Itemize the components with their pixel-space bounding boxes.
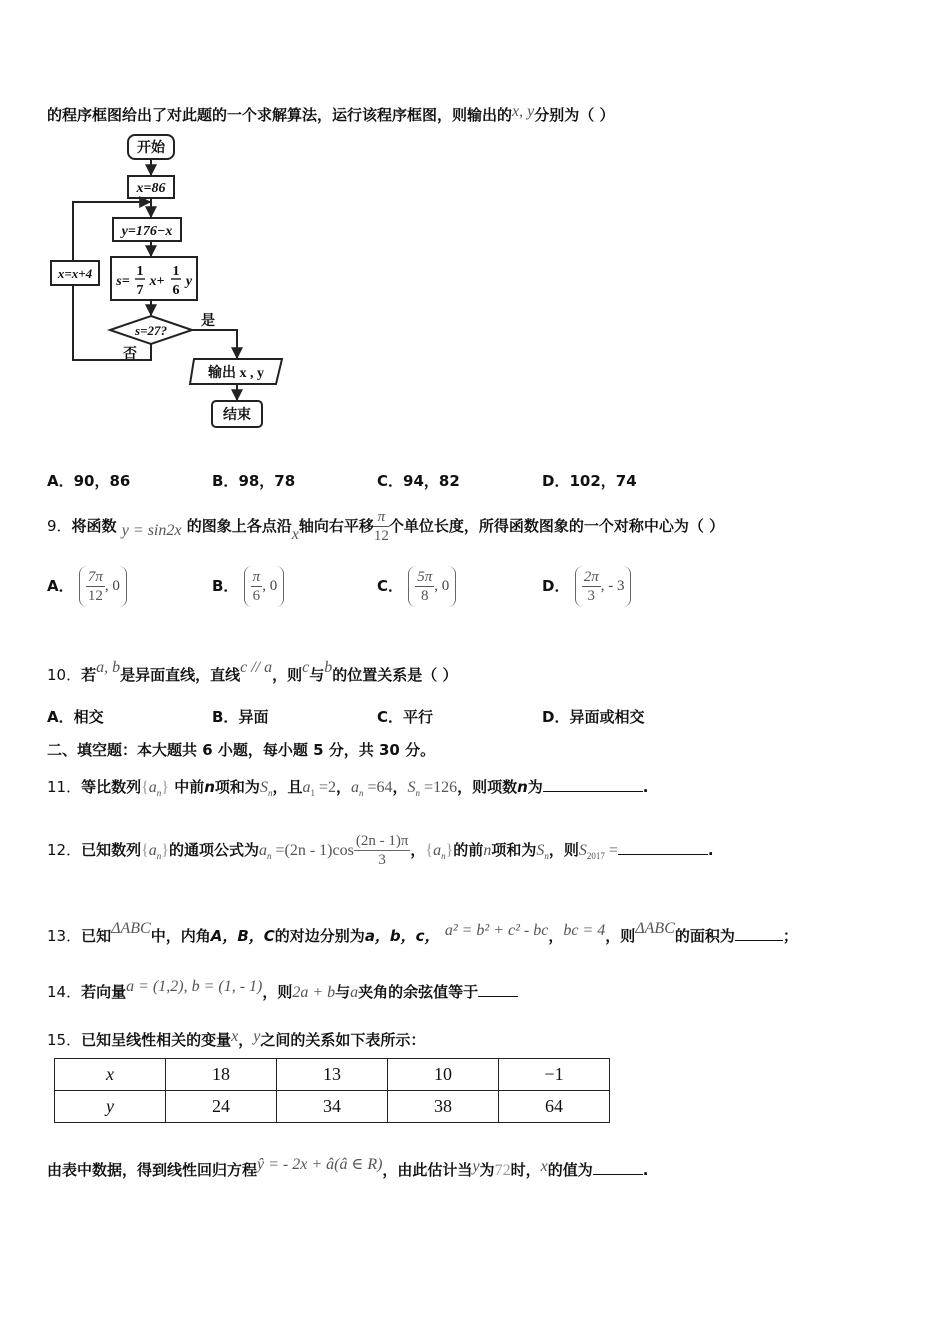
flow-yes-label: 是 — [201, 314, 215, 329]
q10-option-d: D．异面或相交 — [542, 708, 645, 726]
q15-stem-2: 由表中数据，得到线性回归方程ŷ = - 2x + â(â ∈ R)，由此估计当y为72时，x的值为 . — [47, 1156, 649, 1179]
flow-start-text: 开始 — [137, 141, 165, 156]
flow-mid: x+ — [149, 274, 165, 289]
flowchart — [44, 128, 304, 438]
table-cell: 34 — [277, 1091, 388, 1123]
q14-answer-blank[interactable] — [478, 982, 518, 997]
q14-stem: 14．若向量a = (1,2), b = (1, - 1)，则2a + b与a夹角的余弦值等于 — [47, 972, 518, 1008]
q11-answer-blank[interactable] — [543, 777, 643, 792]
table-row-x — [55, 1059, 610, 1091]
flow-s-prefix: s= — [116, 274, 130, 289]
q11-stem: 11．等比数列$\{a_n\}$ 中前n项和为$S_n$，且$a_1 =2$，$a_n =64$，$S_n =126$，则项数n为 . — [47, 778, 649, 798]
table-cell: −1 — [499, 1059, 610, 1091]
q13-answer-blank[interactable] — [735, 926, 783, 941]
q15-stem: 15．已知呈线性相关的变量x，y之间的关系如下表所示： — [47, 1028, 426, 1049]
q9-option-b: B． $\frac{\pi}{6}$ , 0 — [212, 566, 284, 607]
table-cell: 10 — [388, 1059, 499, 1091]
table-header-y: y — [55, 1091, 166, 1123]
flow-frac2-den: 6 — [172, 283, 180, 298]
q15-answer-blank[interactable] — [593, 1160, 643, 1175]
q10-stem: 10．若a, b是异面直线，直线c // a，则c与b的位置关系是（ ） — [47, 659, 458, 684]
table-cell: 24 — [166, 1091, 277, 1123]
q9-shift-frac: $\frac{\pi}{12}$ — [373, 509, 389, 544]
flow-tail: y — [185, 274, 193, 289]
table-cell: 64 — [499, 1091, 610, 1123]
q10-option-c: C．平行 — [377, 708, 434, 726]
q9-option-d: D． $\frac{2\pi}{3}$ , - 3 — [542, 566, 631, 607]
table-row-y — [55, 1091, 610, 1123]
q8-option-c: C．94，82 — [377, 472, 460, 490]
q9-stem: 9．将函数 y = sin2x 的图象上各点沿x轴向右平移 $\frac{\pi}{12}$ 个单位长度，所得函数图象的一个对称中心为（ ） — [47, 509, 725, 544]
q12-stem: 12．已知数列$\{a_n\}$的通项公式为$a_n =(2n - 1)\cos$ $\frac{(2n - 1)\pi}{3}$ ，$\{a_n\}$的前n项和为$S_n$，则$S_{2017}$ = . — [47, 833, 714, 868]
q15-data-table — [54, 1058, 610, 1123]
flow-init-text: x=86 — [136, 181, 166, 196]
q8-option-b: B．98，78 — [212, 472, 296, 490]
table-cell: 18 — [166, 1059, 277, 1091]
section-2-heading: 二、填空题：本大题共 6 小题，每小题 5 分，共 30 分。 — [47, 741, 436, 759]
flow-frac1-den: 7 — [136, 283, 144, 298]
q9-option-c: C． $\frac{5\pi}{8}$ , 0 — [377, 566, 456, 607]
flow-output-text: 输出 x , y — [208, 366, 264, 381]
flow-end-text: 结束 — [223, 408, 251, 423]
q13-stem: 13．已知ΔABC中，内角A，B，C的对边分别为a，b，c， a² = b² + c² - bc，bc = 4，则ΔABC的面积为 ； — [47, 920, 798, 945]
flow-increment-text: x=x+4 — [57, 266, 93, 281]
q8-option-d: D．102，74 — [542, 472, 637, 490]
q9-func: y = sin2x — [121, 522, 182, 539]
flow-frac2-num: 1 — [172, 264, 180, 279]
flow-assign-y-text: y=176−x — [121, 224, 173, 239]
q8-stem-var: x, y — [512, 103, 535, 120]
table-cell: 38 — [388, 1091, 499, 1123]
q10-option-b: B．异面 — [212, 708, 269, 726]
q8-stem-text-a: 的程序框图给出了对此题的一个求解算法，运行该程序框图，则输出的 — [47, 106, 513, 124]
table-header-x: x — [55, 1059, 166, 1091]
flow-no-label: 否 — [123, 347, 137, 362]
flow-decision-text: s=27? — [135, 323, 167, 338]
flow-frac1-num: 1 — [136, 264, 144, 279]
table-cell: 13 — [277, 1059, 388, 1091]
q8-stem — [47, 102, 614, 125]
q10-option-a: A．相交 — [47, 708, 104, 726]
q8-stem-text-b: 分别为（ ） — [534, 106, 615, 124]
q8-option-a: A．90，86 — [47, 472, 131, 490]
q9-option-a: A． $\frac{7\pi}{12}$ , 0 — [47, 566, 127, 607]
q12-answer-blank[interactable] — [618, 840, 708, 855]
